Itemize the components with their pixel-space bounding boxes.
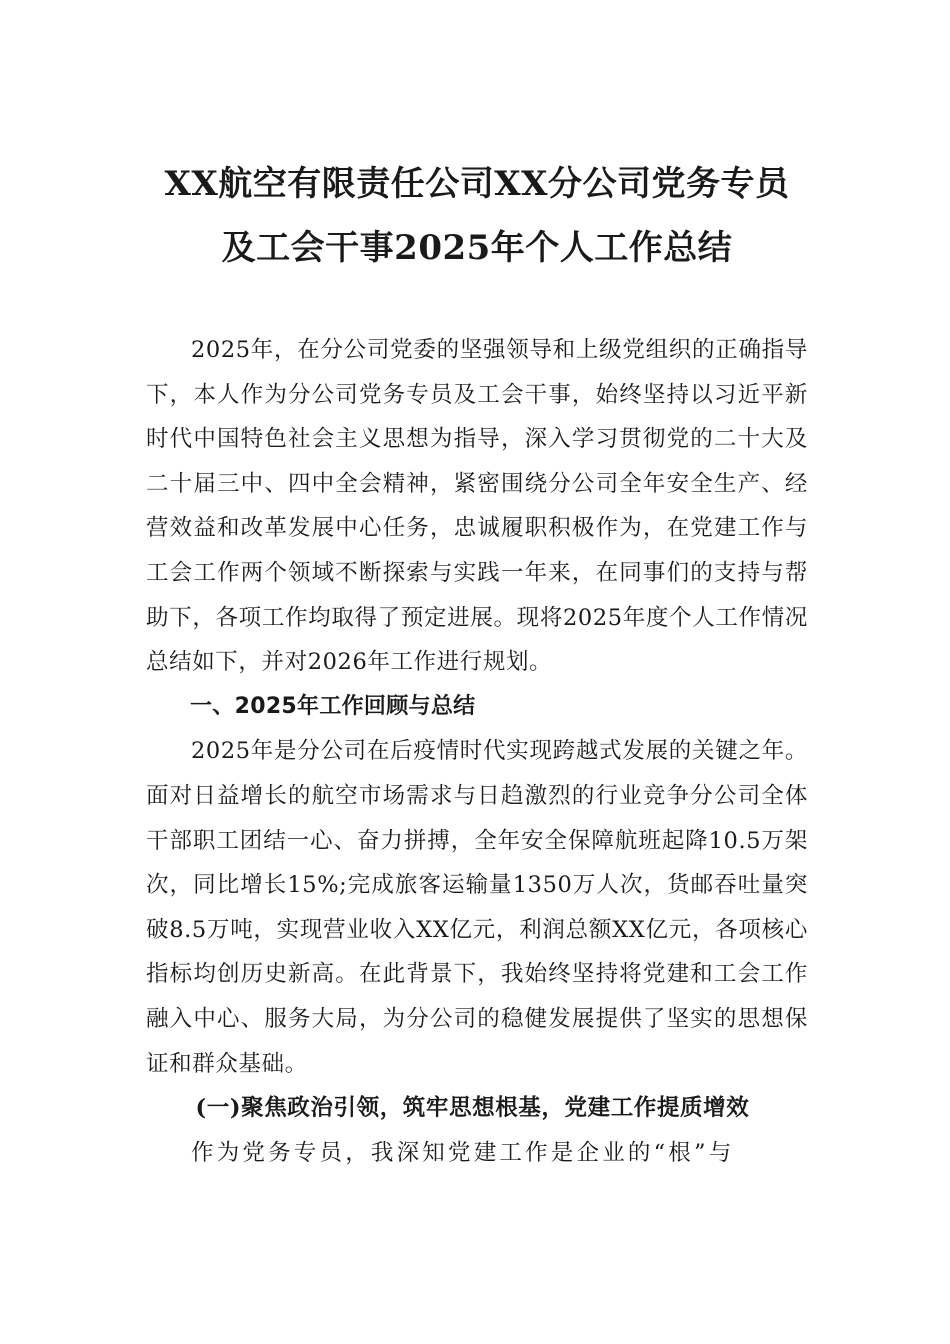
section-1-paragraph: 2025年是分公司在后疫情时代实现跨越式发展的关键之年。面对日益增长的航空市场需求与日趋激烈的行业竞争分公司全体干部职工团结一心、奋力拼搏，全年安全保障航班起降10.5万架次，同比增长15%;完成旅客运输量1350万人次，货邮吞吐量突破8.5万吨，实现营业收入XX亿元，利润总额XX亿元，各项核心指标均创历史新高。在此背景下，我始终坚持将党建和工会工作融入中心、服务大局，为分公司的稳健发展提供了坚实的思想保证和群众基础。: [146, 738, 808, 1077]
intro-paragraph: 2025年，在分公司党委的坚强领导和上级党组织的正确指导下，本人作为分公司党务专员及工会干事，始终坚持以习近平新时代中国特色社会主义思想为指导，深入学习贯彻党的二十大及二十届三中、四中全会精神，紧密围绕分公司全年安全生产、经营效益和改革发展中心任务，忠诚履职积极作为，在党建工作与工会工作两个领域不断探索与实践一年来，在同事们的支持与帮助下，各项工作均取得了预定进展。现将2025年度个人工作情况总结如下，并对2026年工作进行规划。: [146, 337, 808, 676]
section-1-heading: 一、2025年工作回顾与总结: [190, 693, 476, 719]
document-title: [146, 152, 808, 280]
subsection-1-heading: (一)聚焦政治引领，筑牢思想根基，党建工作提质增效: [195, 1095, 750, 1122]
document-header: [146, 152, 808, 280]
subsection-1-paragraph: 作为党务专员，我深知党建工作是企业的“根”与: [191, 1139, 735, 1166]
document-body: [146, 328, 808, 1175]
title-line-1: XX航空有限责任公司XX分公司党务专员: [164, 164, 790, 204]
title-line-2: 及工会干事2025年个人工作总结: [221, 228, 733, 268]
